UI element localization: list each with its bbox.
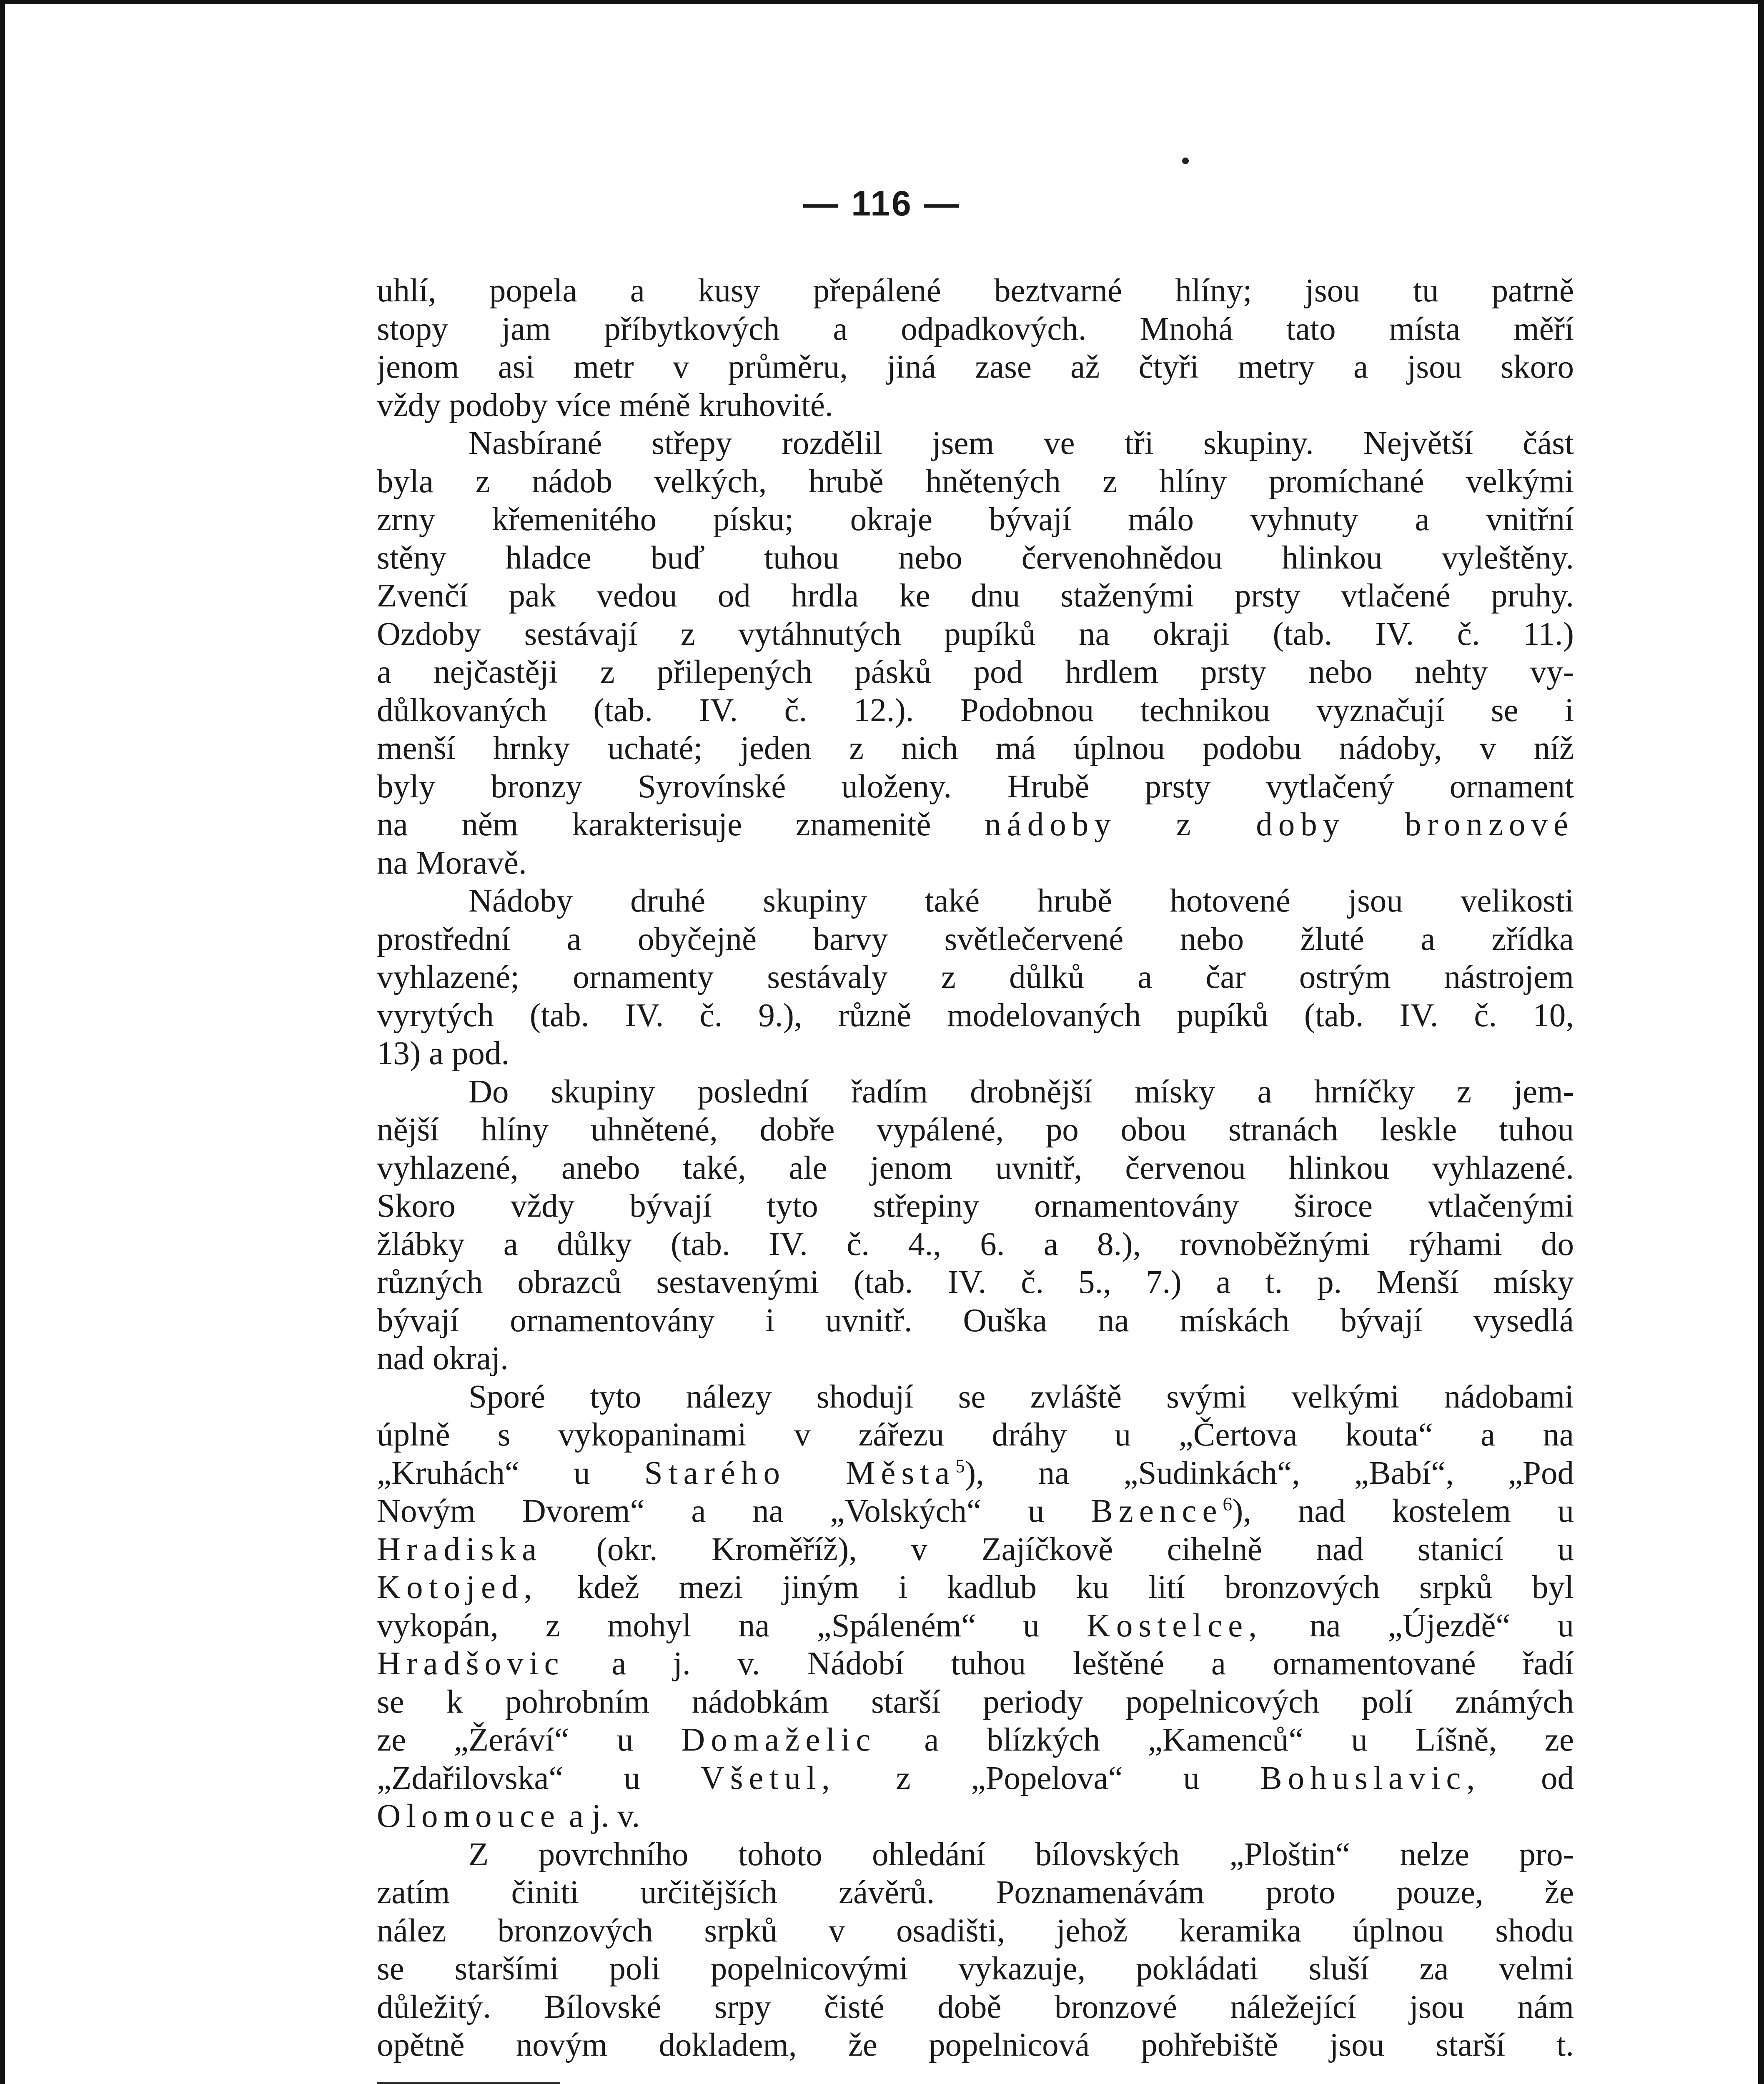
text-line: uhlí, popela a kusy přepálené beztvarné hlíny; jsou tu patrně	[377, 273, 1574, 309]
text-line: bývají ornamentovány i uvnitř. Ouška na mískách bývají vysedlá	[377, 1302, 1574, 1339]
text-line: a nejčastěji z přilepených pásků pod hrdlem prsty nebo nehty vy-	[377, 654, 1574, 690]
spaced-text: Hradšovic	[377, 1646, 565, 1682]
spaced-text: Bzence	[1091, 1493, 1223, 1529]
paragraph-3	[377, 882, 1574, 1073]
text-line	[377, 1492, 1574, 1530]
text-fragment: Novým Dvorem“ a na „Volských“ u	[377, 1493, 1045, 1529]
text-line: stopy jam příbytkových a odpadkových. Mnohá tato místa měří	[377, 311, 1574, 347]
text-line: žlábky a důlky (tab. IV. č. 4., 6. a 8.), rovnoběžnými rýhami do	[377, 1226, 1574, 1262]
paragraph-6	[377, 1836, 1574, 2064]
text-fragment: na „Újezdě“ u	[1310, 1607, 1574, 1644]
paragraph-4	[377, 1073, 1574, 1378]
text-fragment: (okr. Kroměříž), v Zajíčkově cihelně nad stanicí u	[596, 1531, 1574, 1568]
text-fragment: od	[1541, 1760, 1574, 1796]
text-fragment: kdež mezi jiným i kadlub ku lití bronzových srpků byl	[577, 1569, 1574, 1606]
text-line	[377, 1530, 1574, 1569]
text-line	[377, 1721, 1574, 1759]
text-line: vždy podoby více méně kruhovité.	[377, 387, 833, 423]
text-line: Do skupiny poslední řadím drobnější mísky a hrníčky z jem-	[469, 1073, 1574, 1110]
spaced-text: Kotojed,	[377, 1569, 538, 1606]
text-line: nější hlíny uhnětené, dobře vypálené, po obou stranách leskle tuhou	[377, 1112, 1574, 1148]
spaced-text: Kostelce,	[1086, 1607, 1263, 1644]
footnote-ref: 6	[1223, 1493, 1233, 1515]
text-fragment: a j. v.	[569, 1798, 640, 1834]
paragraph-2	[377, 424, 1574, 882]
scan-border-top	[0, 0, 1764, 4]
text-line: nad okraj.	[377, 1340, 509, 1377]
text-line: na Moravě.	[377, 844, 527, 881]
text-fragment: „Kruhách“ u	[377, 1455, 590, 1491]
text-line: důležitý. Bílovské srpy čisté době bronzové náležející jsou nám	[377, 1989, 1574, 2025]
text-line: stěny hladce buď tuhou nebo červenohnědou hlinkou vyleštěny.	[377, 539, 1574, 576]
spaced-text: Hradiska	[377, 1531, 543, 1568]
text-line	[377, 1607, 1574, 1645]
text-line: úplně s vykopaninami v zářezu dráhy u „Čertova kouta“ a na	[377, 1417, 1574, 1453]
text-fragment: ze	[1544, 1722, 1574, 1758]
text-line: se staršími poli popelnicovými vykazuje, pokládati sluší za velmi	[377, 1951, 1574, 1987]
text-fragment: na něm karakterisuje znamenitě	[377, 807, 931, 843]
footnote-divider	[377, 2082, 560, 2084]
text-line: menší hrnky uchaté; jeden z nich má úplnou podobu nádoby, v níž	[377, 730, 1574, 766]
text-line: jenom asi metr v průměru, jiná zase až čtyři metry a jsou skoro	[377, 349, 1574, 385]
spaced-text: Starého Města	[644, 1455, 956, 1491]
text-line	[377, 806, 1574, 844]
text-line: vyrytých (tab. IV. č. 9.), různě modelovaných pupíků (tab. IV. č. 10,	[377, 997, 1574, 1034]
spaced-text: Olomouce	[377, 1798, 561, 1834]
text-line	[377, 1454, 1574, 1493]
text-line: Sporé tyto nálezy shodují se zvláště svými velkými nádobami	[469, 1378, 1574, 1415]
text-line: Ozdoby sestávají z vytáhnutých pupíků na okraji (tab. IV. č. 11.)	[377, 616, 1574, 652]
text-fragment: a j. v. Nádobí tuhou leštěné a ornamentované řadí	[611, 1646, 1574, 1682]
paragraph-5	[377, 1378, 1574, 1836]
text-line: Nasbírané střepy rozdělil jsem ve tři skupiny. Největší část	[469, 425, 1574, 461]
scan-border-left	[0, 0, 5, 2084]
ink-dot	[1182, 158, 1189, 164]
text-line	[377, 1759, 1574, 1798]
text-line: 13) a pod.	[377, 1035, 510, 1072]
spaced-text: Všetul,	[700, 1760, 836, 1796]
text-fragment: ze „Žeráví“ u	[377, 1722, 634, 1758]
text-line: vyhlazené; ornamenty sestávaly z důlků a čar ostrým nástrojem	[377, 959, 1574, 995]
spaced-text: nádoby z doby bronzové	[985, 807, 1574, 843]
text-line: zatím činiti určitějších závěrů. Poznamenávám proto pouze, že	[377, 1874, 1574, 1911]
paragraph-1	[377, 272, 1574, 424]
text-line: vyhlazené, anebo také, ale jenom uvnitř, červenou hlinkou vyhlazené.	[377, 1150, 1574, 1186]
text-line: zrny křemenitého písku; okraje bývají málo vyhnuty a vnitřní	[377, 501, 1574, 538]
text-line: se k pohrobním nádobkám starší periody popelnicových polí známých	[377, 1683, 1574, 1720]
scan-border-right	[1758, 0, 1764, 2084]
text-line	[377, 1645, 1574, 1683]
text-line: opětně novým dokladem, že popelnicová pohřebiště jsou starší t.	[377, 2027, 1574, 2063]
text-fragment: vykopán, z mohyl na „Spáleném“ u	[377, 1607, 1040, 1644]
text-line: Nádoby druhé skupiny také hrubě hotovené jsou velikosti	[469, 883, 1574, 919]
text-line	[377, 1568, 1574, 1607]
body-text	[377, 272, 1574, 2064]
text-line: Z povrchního tohoto ohledání bílovských „Ploštin“ nelze pro-	[469, 1836, 1574, 1873]
text-line: Skoro vždy bývají tyto střepiny ornamentovány široce vtlačenými	[377, 1188, 1574, 1224]
text-fragment: a blízkých „Kamenců“ u	[924, 1722, 1368, 1758]
text-fragment: ), na „Sudinkách“, „Babí“, „Pod	[965, 1455, 1574, 1491]
text-line: nález bronzových srpků v osadišti, jehož keramika úplnou shodu	[377, 1912, 1574, 1949]
text-fragment: „Zdařilovska“ u	[377, 1760, 640, 1796]
spaced-text: Bohuslavic,	[1260, 1760, 1481, 1796]
text-line	[377, 1797, 1574, 1836]
text-line: různých obrazců sestavenými (tab. IV. č. 5., 7.) a t. p. Menší mísky	[377, 1264, 1574, 1300]
text-line: prostřední a obyčejně barvy světlečervené nebo žluté a zřídka	[377, 921, 1574, 957]
text-fragment: z „Popelova“ u	[896, 1760, 1200, 1796]
text-line: byly bronzy Syrovínské uloženy. Hrubě prsty vytlačený ornament	[377, 768, 1574, 805]
text-fragment: Líšně,	[1415, 1722, 1497, 1758]
page-number: — 116 —	[803, 184, 961, 223]
text-line: Zvenčí pak vedou od hrdla ke dnu staženými prsty vtlačené pruhy.	[377, 578, 1574, 614]
text-fragment: ), nad kostelem u	[1232, 1493, 1574, 1529]
footnote-ref: 5	[955, 1455, 965, 1477]
text-line: důlkovaných (tab. IV. č. 12.). Podobnou technikou vyznačují se i	[377, 692, 1574, 729]
text-line: byla z nádob velkých, hrubě hnětených z hlíny promíchané velkými	[377, 463, 1574, 500]
spaced-text: Domaželic	[681, 1722, 877, 1758]
